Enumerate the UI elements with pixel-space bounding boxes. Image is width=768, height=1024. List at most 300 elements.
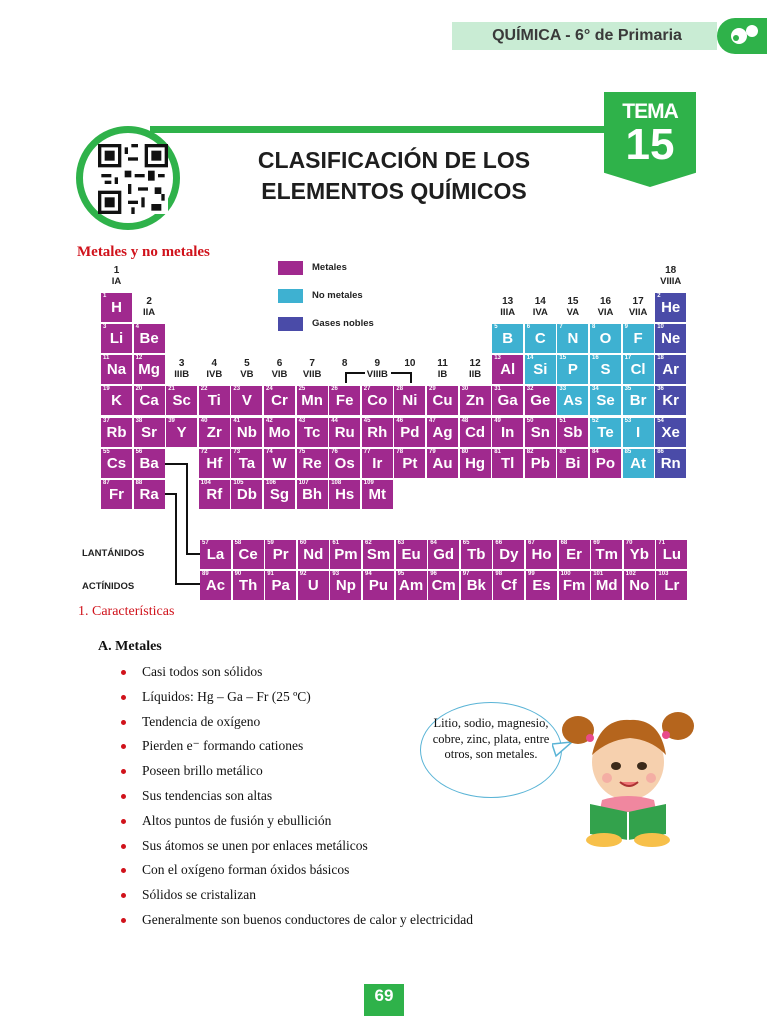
element-o bbox=[590, 324, 621, 353]
element-symbol: Fm bbox=[562, 577, 586, 594]
element-hg bbox=[460, 449, 491, 478]
element-symbol: Pt bbox=[402, 455, 418, 472]
atomic-number: 94 bbox=[365, 571, 372, 577]
element-ar bbox=[655, 355, 686, 384]
tema-number: 15 bbox=[625, 120, 675, 169]
element-symbol: Hg bbox=[465, 455, 486, 472]
atomic-number: 81 bbox=[494, 449, 501, 455]
element-symbol: V bbox=[241, 392, 252, 409]
element-gd bbox=[428, 540, 459, 569]
element-cs bbox=[101, 449, 132, 478]
atomic-number: 75 bbox=[298, 449, 306, 455]
viiib-bracket-right bbox=[410, 372, 412, 383]
title-line-1: CLASIFICACIÓN DE LOS bbox=[257, 147, 531, 173]
actinide-connector-h2 bbox=[175, 583, 200, 585]
atomic-number: 96 bbox=[430, 571, 437, 577]
element-symbol: Re bbox=[302, 455, 322, 472]
atomic-number: 9 bbox=[624, 324, 628, 330]
atomic-number: 27 bbox=[363, 386, 371, 392]
element-symbol: Au bbox=[432, 455, 453, 472]
atomic-number: 53 bbox=[624, 418, 632, 424]
atomic-number: 49 bbox=[494, 418, 501, 424]
atomic-number: 83 bbox=[559, 449, 567, 455]
element-symbol: Tm bbox=[595, 546, 618, 563]
group-number: 2 bbox=[146, 296, 152, 307]
section-subtitle: Metales y no metales bbox=[77, 244, 210, 260]
atomic-number: 22 bbox=[200, 386, 208, 392]
list-item: Generalmente son buenos conductores de calor y electricidad bbox=[142, 912, 473, 927]
atomic-number: 29 bbox=[429, 386, 436, 392]
bullet-icon bbox=[121, 893, 126, 898]
atomic-number: 8 bbox=[592, 324, 596, 330]
atomic-number: 91 bbox=[267, 571, 274, 577]
element-pt bbox=[394, 449, 425, 478]
element-p bbox=[557, 355, 588, 384]
element-symbol: Rf bbox=[206, 486, 223, 503]
group-roman: IB bbox=[437, 369, 448, 380]
element-mo bbox=[264, 418, 295, 447]
element-symbol: P bbox=[567, 361, 578, 378]
atomic-number: 15 bbox=[559, 355, 567, 361]
element-th bbox=[233, 571, 264, 600]
element-xe bbox=[655, 418, 686, 447]
atomic-number: 36 bbox=[657, 386, 664, 392]
element-cr bbox=[264, 386, 295, 415]
group-roman: VIA bbox=[597, 307, 614, 318]
element-symbol: Pb bbox=[530, 455, 550, 472]
group-number: 15 bbox=[567, 296, 579, 307]
group-roman: VB bbox=[240, 369, 254, 380]
list-item: Casi todos son sólidos bbox=[142, 664, 263, 679]
element-symbol: Ti bbox=[207, 392, 221, 409]
element-nb bbox=[231, 418, 262, 447]
atomic-number: 12 bbox=[135, 355, 143, 361]
lanthanide-connector-h2 bbox=[186, 553, 200, 555]
atomic-number: 71 bbox=[658, 540, 666, 546]
element-si bbox=[525, 355, 556, 384]
element-symbol: Ra bbox=[139, 486, 159, 503]
group-roman: VIIA bbox=[628, 307, 648, 318]
element-fm bbox=[559, 571, 590, 600]
element-ni bbox=[394, 386, 425, 415]
element-symbol: O bbox=[599, 330, 612, 347]
element-symbol: Er bbox=[566, 546, 583, 563]
element-symbol: W bbox=[272, 455, 287, 472]
element-ta bbox=[231, 449, 262, 478]
element-rb bbox=[101, 418, 132, 447]
element-bk bbox=[461, 571, 492, 600]
atomic-number: 59 bbox=[267, 540, 274, 546]
atomic-number: 3 bbox=[103, 324, 107, 330]
atomic-number: 84 bbox=[592, 449, 599, 455]
atomic-number: 45 bbox=[363, 418, 371, 424]
element-symbol: C bbox=[534, 330, 546, 347]
element-v bbox=[231, 386, 262, 415]
group-label-9 bbox=[362, 358, 393, 380]
element-symbol: Cs bbox=[106, 455, 127, 472]
lanthanides-label: LANTÁNIDOS bbox=[82, 548, 145, 559]
element-s bbox=[590, 355, 621, 384]
group-roman: VIIIB bbox=[366, 369, 388, 380]
element-cm bbox=[428, 571, 459, 600]
element-symbol: Rb bbox=[106, 424, 127, 441]
group-number: 14 bbox=[534, 296, 546, 307]
element-am bbox=[396, 571, 427, 600]
group-roman: IVA bbox=[532, 307, 548, 318]
element-symbol: Am bbox=[399, 577, 424, 594]
legend-label: Metales bbox=[312, 262, 347, 273]
atomic-number: 98 bbox=[495, 571, 503, 577]
element-pb bbox=[525, 449, 556, 478]
list-item: Sus tendencias son altas bbox=[142, 788, 273, 803]
tema-label: TEMA bbox=[622, 100, 678, 123]
element-sn bbox=[525, 418, 556, 447]
element-pr bbox=[265, 540, 296, 569]
group-number: 13 bbox=[502, 296, 514, 307]
legend-label: No metales bbox=[312, 290, 363, 301]
element-er bbox=[559, 540, 590, 569]
element-symbol: Ce bbox=[238, 546, 258, 563]
atomic-number: 76 bbox=[331, 449, 338, 455]
atomic-number: 25 bbox=[298, 386, 306, 392]
element-rf bbox=[199, 480, 230, 509]
atomic-number: 104 bbox=[200, 480, 211, 486]
element-symbol: Bk bbox=[466, 577, 486, 594]
element-au bbox=[427, 449, 458, 478]
element-k bbox=[101, 386, 132, 415]
element-symbol: He bbox=[661, 299, 681, 316]
group-number: 9 bbox=[374, 358, 381, 369]
atomic-number: 40 bbox=[200, 418, 208, 424]
group-label-3 bbox=[166, 358, 197, 380]
element-n bbox=[557, 324, 588, 353]
element-fr bbox=[101, 480, 132, 509]
element-symbol: Rh bbox=[367, 424, 388, 441]
element-mg bbox=[134, 355, 165, 384]
atomic-number: 73 bbox=[233, 449, 241, 455]
element-tm bbox=[591, 540, 622, 569]
element-zn bbox=[460, 386, 491, 415]
element-re bbox=[297, 449, 328, 478]
group-label-6 bbox=[264, 358, 295, 380]
element-symbol: B bbox=[502, 330, 514, 347]
group-label-8 bbox=[329, 358, 360, 369]
header-logo-tab bbox=[717, 18, 767, 54]
atomic-number: 70 bbox=[625, 540, 633, 546]
element-al bbox=[492, 355, 523, 384]
bullet-icon bbox=[121, 744, 126, 749]
legend-swatch bbox=[278, 317, 303, 331]
group-number: 8 bbox=[341, 358, 348, 369]
element-ba bbox=[134, 449, 165, 478]
atomic-number: 77 bbox=[363, 449, 371, 455]
page-number: 69 bbox=[374, 986, 394, 1005]
element-cd bbox=[460, 418, 491, 447]
atomic-number: 33 bbox=[559, 386, 567, 392]
atomic-number: 38 bbox=[135, 418, 143, 424]
element-cl bbox=[623, 355, 654, 384]
atomic-number: 30 bbox=[461, 386, 469, 392]
element-mn bbox=[297, 386, 328, 415]
element-symbol: Db bbox=[236, 486, 257, 503]
speech-bubble-text: Litio, sodio, magnesio, cobre, zinc, plata, entre otros, son metales. bbox=[432, 716, 550, 761]
atomic-number: 56 bbox=[135, 449, 143, 455]
element-pa bbox=[265, 571, 296, 600]
list-item: Sólidos se cristalizan bbox=[142, 887, 256, 903]
element-symbol: Se bbox=[596, 392, 615, 409]
title-line-2: ELEMENTOS QUÍMICOS bbox=[261, 178, 527, 204]
element-symbol: Bh bbox=[302, 486, 323, 503]
element-symbol: Sc bbox=[172, 392, 191, 409]
element-os bbox=[329, 449, 360, 478]
atomic-number: 39 bbox=[168, 418, 175, 424]
atomic-number: 4 bbox=[135, 324, 139, 330]
atomic-number: 74 bbox=[266, 449, 273, 455]
element-symbol: Co bbox=[367, 392, 388, 409]
element-ra bbox=[134, 480, 165, 509]
atomic-number: 79 bbox=[429, 449, 436, 455]
element-f bbox=[623, 324, 654, 353]
group-number: 18 bbox=[665, 265, 677, 276]
atomic-number: 57 bbox=[202, 540, 209, 546]
element-symbol: Tc bbox=[303, 424, 321, 441]
group-roman: VIIB bbox=[302, 369, 322, 380]
group-label-5 bbox=[231, 358, 262, 380]
group-label-11 bbox=[427, 358, 458, 380]
group-roman: IA bbox=[111, 276, 122, 287]
atomic-number: 72 bbox=[200, 449, 208, 455]
element-symbol: I bbox=[636, 424, 641, 441]
element-symbol: F bbox=[633, 330, 643, 347]
group-roman: IVB bbox=[206, 369, 223, 380]
bullet-icon bbox=[121, 819, 126, 824]
atomic-number: 93 bbox=[332, 571, 340, 577]
element-i bbox=[623, 418, 654, 447]
element-symbol: Tl bbox=[501, 455, 515, 472]
atomic-number: 31 bbox=[494, 386, 501, 392]
atomic-number: 65 bbox=[462, 540, 470, 546]
atomic-number: 21 bbox=[168, 386, 175, 392]
atomic-number: 19 bbox=[103, 386, 110, 392]
element-symbol: La bbox=[206, 546, 225, 563]
element-symbol: Lr bbox=[664, 577, 680, 594]
element-symbol: Zr bbox=[206, 424, 222, 441]
atomic-number: 68 bbox=[560, 540, 568, 546]
element-at bbox=[623, 449, 654, 478]
group-number: 12 bbox=[469, 358, 481, 369]
element-w bbox=[264, 449, 295, 478]
atomic-number: 43 bbox=[298, 418, 306, 424]
element-symbol: Po bbox=[595, 455, 616, 472]
element-b bbox=[492, 324, 523, 353]
element-symbol: Os bbox=[334, 455, 355, 472]
element-rn bbox=[655, 449, 686, 478]
bullet-icon bbox=[121, 918, 126, 923]
element-symbol: Ag bbox=[432, 424, 453, 441]
legend-swatch bbox=[278, 261, 303, 275]
element-lr bbox=[656, 571, 687, 600]
element-symbol: Pd bbox=[400, 424, 420, 441]
header-title: QUÍMICA - 6° de Primaria bbox=[492, 27, 682, 44]
group-roman: IIIA bbox=[500, 307, 516, 318]
atomic-number: 42 bbox=[266, 418, 273, 424]
element-ce bbox=[233, 540, 264, 569]
group-number: 7 bbox=[309, 358, 315, 369]
subsection-heading: A. Metales bbox=[98, 639, 162, 654]
element-ne bbox=[655, 324, 686, 353]
element-cf bbox=[493, 571, 524, 600]
group-roman: VIIIA bbox=[660, 276, 682, 287]
group-number: 6 bbox=[276, 358, 283, 369]
atomic-number: 63 bbox=[397, 540, 405, 546]
list-item: Altos puntos de fusión y ebullición bbox=[142, 812, 332, 828]
element-symbol: Ne bbox=[661, 330, 681, 347]
atomic-number: 34 bbox=[592, 386, 599, 392]
element-symbol: Mn bbox=[301, 392, 323, 409]
element-te bbox=[590, 418, 621, 447]
element-ge bbox=[525, 386, 556, 415]
atomic-number: 100 bbox=[560, 571, 571, 577]
chat-bubble-icon bbox=[717, 18, 767, 54]
element-symbol: Br bbox=[629, 392, 647, 409]
atomic-number: 6 bbox=[526, 324, 531, 330]
element-symbol: Y bbox=[176, 424, 187, 441]
element-symbol: Zn bbox=[465, 392, 485, 409]
element-tc bbox=[297, 418, 328, 447]
element-symbol: Ru bbox=[334, 424, 355, 441]
atomic-number: 24 bbox=[266, 386, 273, 392]
element-symbol: Yb bbox=[629, 546, 649, 563]
element-es bbox=[526, 571, 557, 600]
atomic-number: 20 bbox=[135, 386, 143, 392]
atomic-number: 51 bbox=[559, 418, 567, 424]
list-item: Líquidos: Hg – Ga – Fr (25 ºC) bbox=[142, 688, 311, 704]
girl-reading-book-illustration bbox=[560, 700, 696, 850]
bullet-icon bbox=[121, 844, 126, 849]
atomic-number: 18 bbox=[657, 355, 664, 361]
element-symbol: Cf bbox=[500, 577, 517, 594]
element-np bbox=[330, 571, 361, 600]
element-symbol: Cr bbox=[271, 392, 288, 409]
element-symbol: Xe bbox=[661, 424, 680, 441]
element-ac bbox=[200, 571, 231, 600]
element-hf bbox=[199, 449, 230, 478]
list-item: Pierden e⁻ formando cationes bbox=[142, 738, 304, 754]
list-item: Tendencia de oxígeno bbox=[142, 713, 261, 729]
atomic-number: 86 bbox=[657, 449, 664, 455]
element-ti bbox=[199, 386, 230, 415]
lanthanide-connector-h1 bbox=[165, 463, 187, 465]
atomic-number: 55 bbox=[103, 449, 110, 455]
element-sg bbox=[264, 480, 295, 509]
element-symbol: Sr bbox=[141, 424, 158, 441]
element-symbol: Mt bbox=[368, 486, 387, 503]
atomic-number: 5 bbox=[494, 324, 498, 330]
element-symbol: Np bbox=[335, 577, 356, 594]
atomic-number: 1 bbox=[103, 293, 107, 299]
element-symbol: Eu bbox=[401, 546, 421, 563]
atomic-number: 48 bbox=[461, 418, 469, 424]
atomic-number: 87 bbox=[103, 480, 110, 486]
atomic-number: 2 bbox=[657, 293, 661, 299]
actinide-connector-v bbox=[175, 493, 177, 585]
element-symbol: Cm bbox=[431, 577, 456, 594]
element-sr bbox=[134, 418, 165, 447]
bullet-icon bbox=[121, 720, 126, 725]
element-symbol: Cd bbox=[465, 424, 486, 441]
element-symbol: Nd bbox=[303, 546, 324, 563]
atomic-number: 14 bbox=[526, 355, 534, 361]
bullet-icon bbox=[121, 794, 126, 799]
element-zr bbox=[199, 418, 230, 447]
element-symbol: Ir bbox=[372, 455, 383, 472]
group-number: 1 bbox=[113, 265, 120, 276]
atomic-number: 7 bbox=[559, 324, 563, 330]
group-number: 3 bbox=[178, 358, 185, 369]
element-symbol: Nb bbox=[236, 424, 257, 441]
atomic-number: 17 bbox=[624, 355, 632, 361]
element-pm bbox=[330, 540, 361, 569]
atomic-number: 58 bbox=[234, 540, 242, 546]
atomic-number: 88 bbox=[135, 480, 143, 486]
legend-swatch bbox=[278, 289, 303, 303]
element-ca bbox=[134, 386, 165, 415]
element-symbol: H bbox=[111, 299, 122, 316]
atomic-number: 46 bbox=[396, 418, 404, 424]
atomic-number: 44 bbox=[331, 418, 338, 424]
element-symbol: Te bbox=[597, 424, 614, 441]
element-symbol: Pa bbox=[271, 577, 290, 594]
element-h bbox=[101, 293, 132, 322]
element-symbol: Tb bbox=[467, 546, 486, 563]
element-db bbox=[231, 480, 262, 509]
element-lu bbox=[656, 540, 687, 569]
element-symbol: Md bbox=[595, 577, 618, 594]
atomic-number: 107 bbox=[298, 480, 309, 486]
qr-code-icon[interactable] bbox=[98, 144, 168, 214]
element-symbol: Th bbox=[238, 577, 258, 594]
atomic-number: 10 bbox=[657, 324, 664, 330]
actinides-label: ACTÍNIDOS bbox=[82, 581, 135, 592]
group-roman: VA bbox=[566, 307, 580, 318]
atomic-number: 52 bbox=[592, 418, 599, 424]
element-symbol: In bbox=[501, 424, 515, 441]
element-na bbox=[101, 355, 132, 384]
element-symbol: Lu bbox=[662, 546, 682, 563]
group-label-1 bbox=[101, 265, 132, 287]
element-symbol: Sn bbox=[530, 424, 550, 441]
element-symbol: Si bbox=[533, 361, 548, 378]
atomic-number: 80 bbox=[461, 449, 469, 455]
group-number: 5 bbox=[244, 358, 250, 369]
element-symbol: Al bbox=[500, 361, 516, 378]
group-label-15 bbox=[557, 296, 588, 318]
element-rh bbox=[362, 418, 393, 447]
element-nd bbox=[298, 540, 329, 569]
element-symbol: Fr bbox=[109, 486, 124, 503]
element-symbol: Hf bbox=[206, 455, 223, 472]
element-symbol: Sm bbox=[366, 546, 391, 563]
bullet-icon bbox=[121, 670, 126, 675]
element-symbol: Cu bbox=[432, 392, 453, 409]
group-label-7 bbox=[297, 358, 328, 380]
atomic-number: 89 bbox=[202, 571, 209, 577]
element-symbol: Ge bbox=[530, 392, 551, 409]
element-pu bbox=[363, 571, 394, 600]
group-number: 10 bbox=[404, 358, 416, 369]
viiib-bracket-top-left bbox=[345, 372, 365, 374]
atomic-number: 106 bbox=[266, 480, 277, 486]
